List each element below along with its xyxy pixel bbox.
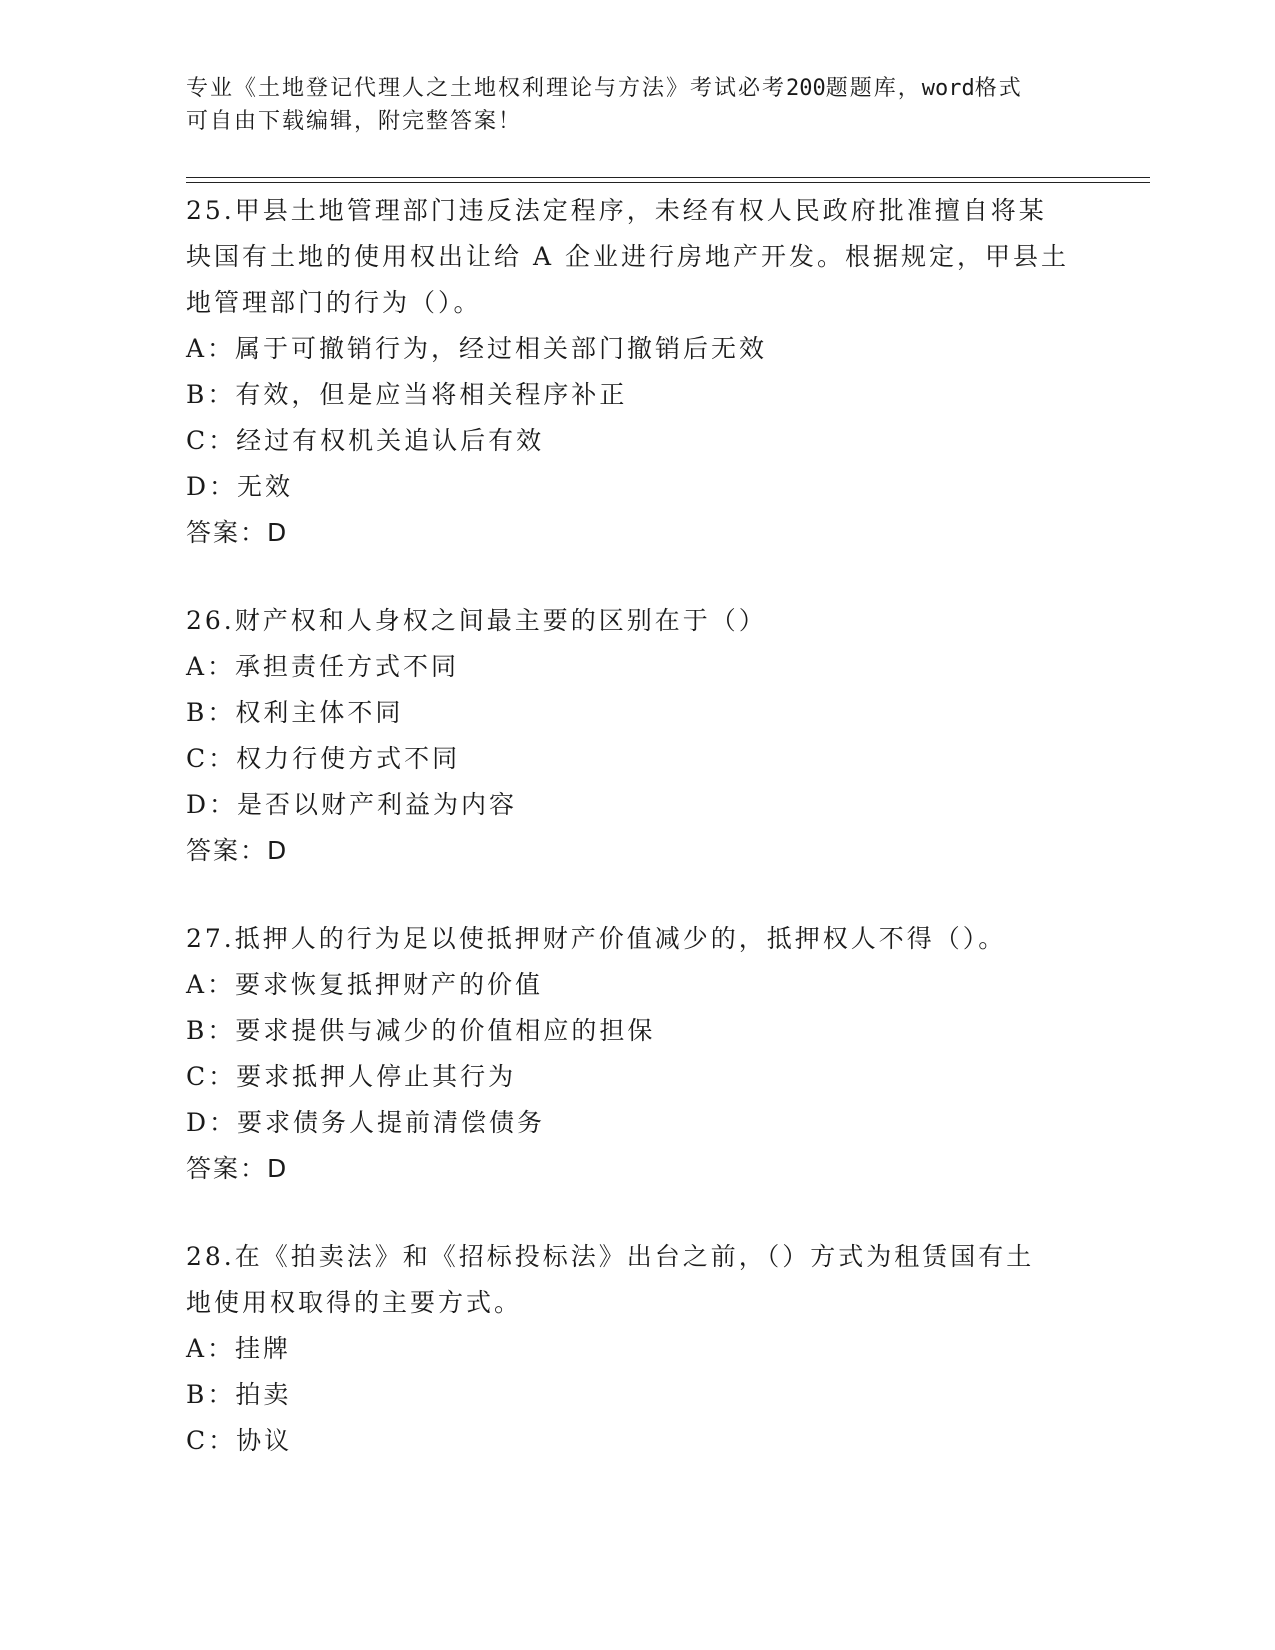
header-count: 200 <box>786 76 826 101</box>
option-a: A：属于可撤销行为，经过相关部门撤销后无效 <box>186 334 768 363</box>
header-text: 格式 <box>974 76 1023 101</box>
option-b: B：有效，但是应当将相关程序补正 <box>186 380 628 409</box>
header-text: 专业《土地登记代理人之土地权利理论与方法》考试必考 <box>186 76 787 101</box>
answer: 答案：D <box>186 1154 289 1183</box>
header-format: word <box>921 76 975 101</box>
question-list <box>186 188 1086 1464</box>
header-line-1 <box>186 72 1066 105</box>
question-text-line: 25.甲县土地管理部门违反法定程序，未经有权人民政府批准擅自将某 <box>186 196 1047 225</box>
document-header <box>186 72 1066 138</box>
header-line-2: 可自由下载编辑，附完整答案！ <box>186 109 523 134</box>
answer: 答案：D <box>186 836 289 865</box>
question-text-line: 块国有土地的使用权出让给 A 企业进行房地产开发。根据规定，甲县土 <box>186 242 1069 271</box>
header-text: 题题库， <box>825 76 922 101</box>
question-25 <box>186 188 1086 556</box>
question-text-line: 28.在《拍卖法》和《招标投标法》出台之前，（）方式为租赁国有土 <box>186 1242 1035 1271</box>
question-text-line: 26.财产权和人身权之间最主要的区别在于（） <box>186 606 767 635</box>
question-text-line: 地管理部门的行为（）。 <box>186 288 482 317</box>
option-c: C：权力行使方式不同 <box>186 744 461 773</box>
question-27 <box>186 916 1086 1192</box>
option-c: C：协议 <box>186 1426 293 1455</box>
question-28 <box>186 1234 1086 1464</box>
option-b: B：权利主体不同 <box>186 698 404 727</box>
option-c: C：要求抵押人停止其行为 <box>186 1062 517 1091</box>
option-d: D：要求债务人提前清偿债务 <box>186 1108 546 1137</box>
option-b: B：要求提供与减少的价值相应的担保 <box>186 1016 656 1045</box>
header-divider-top <box>186 177 1150 178</box>
option-a: A：承担责任方式不同 <box>186 652 460 681</box>
option-a: A：要求恢复抵押财产的价值 <box>186 970 544 999</box>
option-a: A：挂牌 <box>186 1334 292 1363</box>
option-c: C：经过有权机关追认后有效 <box>186 426 545 455</box>
option-d: D：无效 <box>186 472 294 501</box>
answer: 答案：D <box>186 518 289 547</box>
option-b: B：拍卖 <box>186 1380 292 1409</box>
header-divider-bottom <box>186 182 1150 183</box>
question-26 <box>186 598 1086 874</box>
option-d: D：是否以财产利益为内容 <box>186 790 518 819</box>
question-text-line: 地使用权取得的主要方式。 <box>186 1288 523 1317</box>
question-text-line: 27.抵押人的行为足以使抵押财产价值减少的，抵押权人不得（）。 <box>186 924 1007 953</box>
